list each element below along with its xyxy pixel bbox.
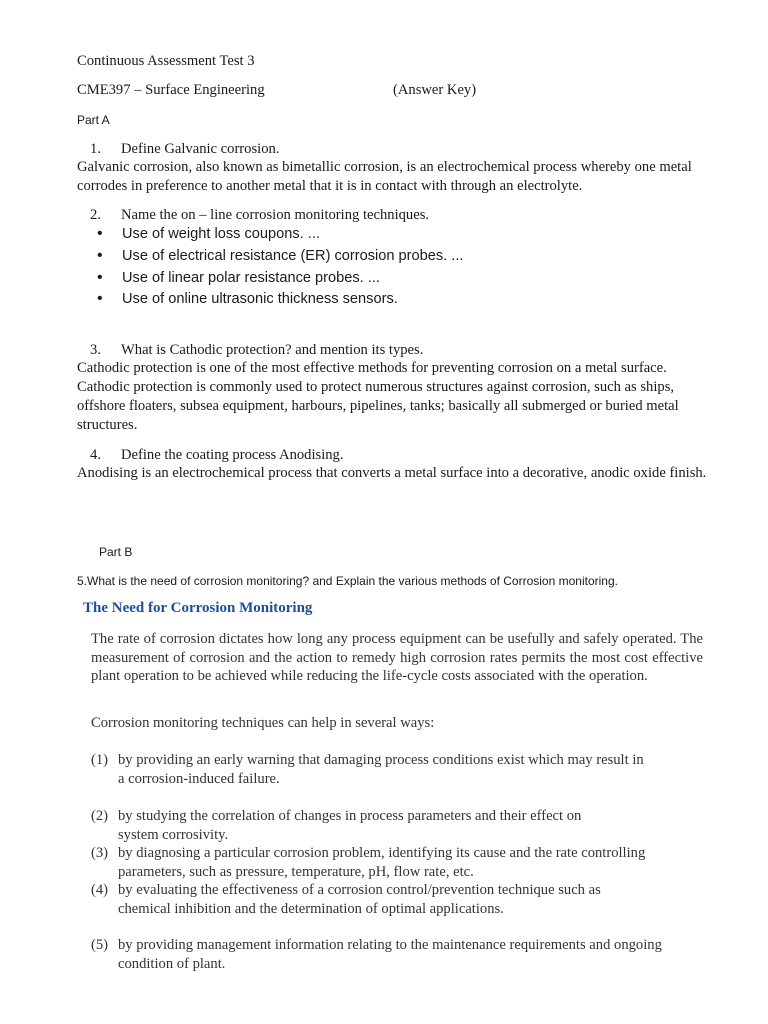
section-heading: The Need for Corrosion Monitoring [83,600,313,616]
bullet-item: • Use of online ultrasonic thickness sensors. [97,290,398,307]
bullet-icon: • [97,290,103,307]
list-item: (2) by studying the correlation of changes in process parameters and their effect on system corrosivity. [91,808,582,843]
question-5: 5.What is the need of corrosion monitoring? and Explain the various methods of Corrosion monitoring. [77,574,618,588]
question-2 [77,206,429,225]
question-1 [77,140,279,159]
list-item: (4) by evaluating the effectiveness of a corrosion control/prevention technique such as chemical inhibition and the determination of optimal applications. [91,882,601,917]
question-1-number: 1. [90,141,101,157]
question-4-text: Define the coating process Anodising. [121,447,344,463]
part-b-label: Part B [99,545,133,559]
lead-paragraph: Corrosion monitoring techniques can help in several ways: [91,715,435,731]
question-4 [77,446,344,465]
answer-3: Cathodic protection is one of the most effective methods for preventing corrosion on a metal surface. Cathodic protection is commonly used to protect numerous structures against corrosion, such as ships, offshore floaters, subsea equipment, harbours, pipelines, tanks; basically all submerged or buried metal structures. [77,360,679,433]
question-2-number: 2. [90,207,101,223]
bullet-item: • Use of electrical resistance (ER) corrosion probes. ... [97,247,464,264]
bullet-icon: • [97,247,103,264]
list-item: (5) by providing management information relating to the maintenance requirements and ongoing condition of plant. [91,937,662,972]
answer-key-label: (Answer Key) [393,82,477,98]
bullet-icon: • [97,225,103,242]
answer-1: Galvanic corrosion, also known as bimetallic corrosion, is an electrochemical process whereby one metal corrodes in preference to another metal that it is in contact with through an electrolyte. [77,159,692,194]
course-line [77,81,717,100]
document-title: Continuous Assessment Test 3 [77,53,255,69]
question-2-text: Name the on – line corrosion monitoring techniques. [121,207,430,223]
course-name: CME397 – Surface Engineering [77,82,265,98]
question-4-number: 4. [90,447,101,463]
question-3-text: What is Cathodic protection? and mention its types. [121,342,424,358]
part-a-label: Part A [77,113,110,127]
list-item: (1) by providing an early warning that damaging process conditions exist which may result in a corrosion-induced failure. [91,752,644,787]
question-1-text: Define Galvanic corrosion. [121,141,280,157]
answer-4: Anodising is an electrochemical process that converts a metal surface into a decorative, anodic oxide finish. [77,465,707,481]
question-3-number: 3. [90,342,101,358]
question-3 [77,341,423,360]
list-item: (3) by diagnosing a particular corrosion problem, identifying its cause and the rate controlling parameters, such as pressure, temperature, pH, flow rate, etc. [91,845,646,880]
bullet-icon: • [97,269,103,286]
bullet-item: • Use of weight loss coupons. ... [97,225,320,242]
intro-paragraph: The rate of corrosion dictates how long any process equipment can be usefully and safely operated. The measurement of corrosion and the action to remedy high corrosion rates permits the most cost effective plant operation to be achieved while reducing the life-cycle costs associated with the operation. [91,631,703,684]
bullet-item: • Use of linear polar resistance probes. ... [97,269,380,286]
